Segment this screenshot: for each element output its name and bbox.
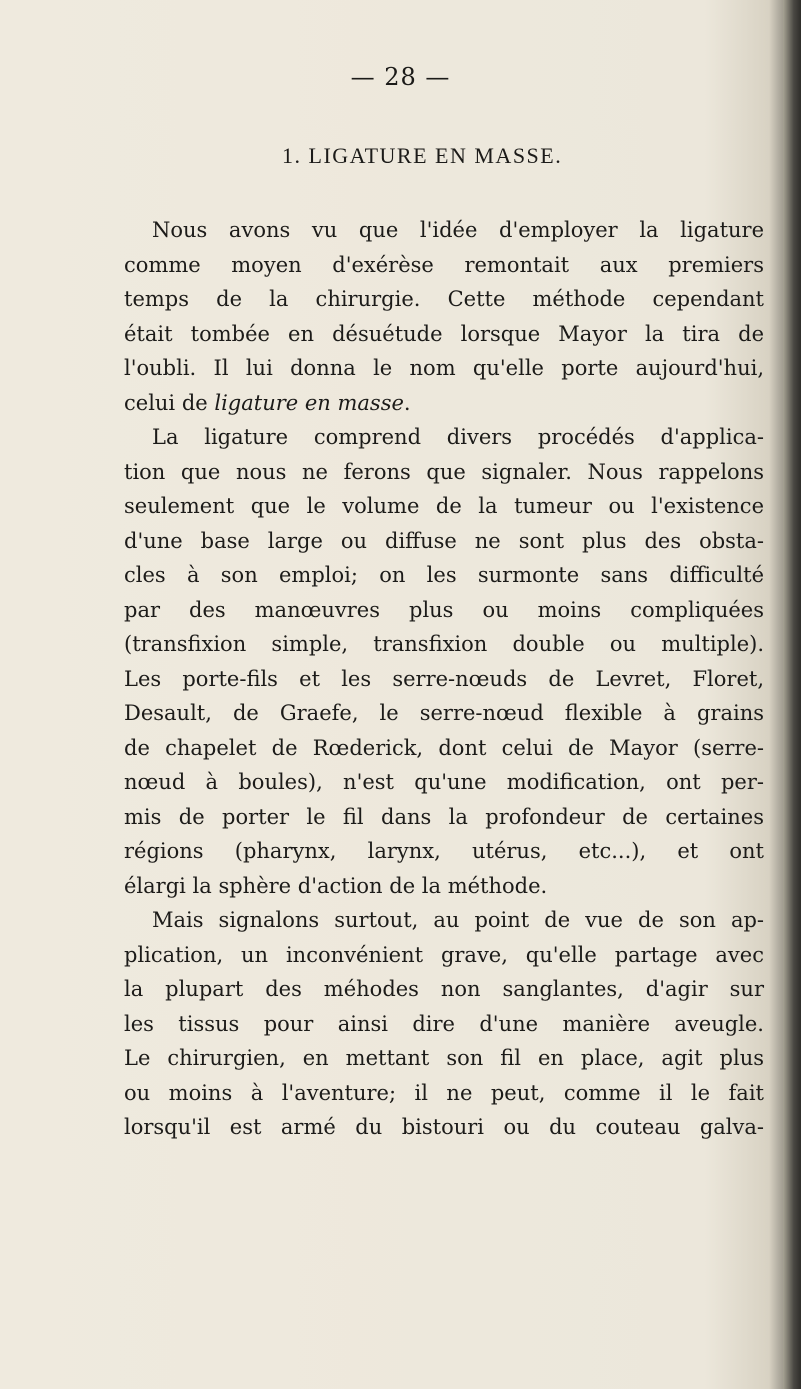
text-line: nœud à boules), n'est qu'une modification, ont per- [124, 770, 764, 794]
text-line: la plupart des méhodes non sanglantes, d'agir sur [124, 977, 764, 1001]
text-fragment: . [403, 390, 411, 415]
text-line: mis de porter le fil dans la profondeur de certaines [124, 804, 764, 829]
text-line: régions (pharynx, larynx, utérus, etc...), et ont [124, 839, 764, 863]
text-line: Le chirurgien, en mettant son fil en place, agit plus [124, 1046, 764, 1070]
text-line: (transfixion simple, transfixion double ou multiple). [124, 632, 764, 656]
text-line: Desault, de Graefe, le serre-nœud flexible à grains [124, 701, 764, 725]
italic-term: ligature en masse [214, 390, 404, 415]
text-line: tion que nous ne ferons que signaler. Nous rappelons [124, 459, 764, 484]
text-line: les tissus pour ainsi dire d'une manière aveugle. [124, 1011, 764, 1036]
text-line: La ligature comprend divers procédés d'applica- [152, 425, 764, 449]
text-line: l'oubli. Il lui donna le nom qu'elle porte aujourd'hui, [124, 356, 764, 380]
page-binding-edge [783, 0, 801, 1389]
text-line: temps de la chirurgie. Cette méthode cependant [124, 287, 764, 311]
text-line: élargi la sphère d'action de la méthode. [124, 873, 548, 898]
section-title: 1. LIGATURE EN MASSE. [282, 143, 563, 168]
running-head-page-number: — 28 — [350, 63, 451, 91]
text-line: par des manœuvres plus ou moins compliquées [124, 597, 764, 622]
text-line: plication, un inconvénient grave, qu'elle partage avec [124, 942, 764, 967]
text-line: seulement que le volume de la tumeur ou l'existence [124, 494, 764, 518]
text-line: Les porte-fils et les serre-nœuds de Levret, Floret, [124, 666, 764, 691]
text-line: était tombée en désuétude lorsque Mayor la tira de [124, 321, 764, 346]
text-line: Mais signalons surtout, au point de vue de son ap- [152, 908, 764, 932]
text-line: de chapelet de Rœderick, dont celui de Mayor (serre- [124, 735, 764, 760]
text-fragment: celui de [124, 390, 215, 415]
text-line: d'une base large ou diffuse ne sont plus des obsta- [124, 528, 764, 553]
text-line: Nous avons vu que l'idée d'employer la ligature [152, 218, 764, 242]
text-line [124, 386, 764, 421]
text-line: lorsqu'il est armé du bistouri ou du couteau galva- [124, 1115, 764, 1139]
text-line: ou moins à l'aventure; il ne peut, comme il le fait [124, 1080, 764, 1105]
body-text [124, 213, 764, 1145]
text-line: comme moyen d'exérèse remontait aux premiers [124, 252, 764, 277]
text-line: cles à son emploi; on les surmonte sans difficulté [124, 563, 764, 587]
